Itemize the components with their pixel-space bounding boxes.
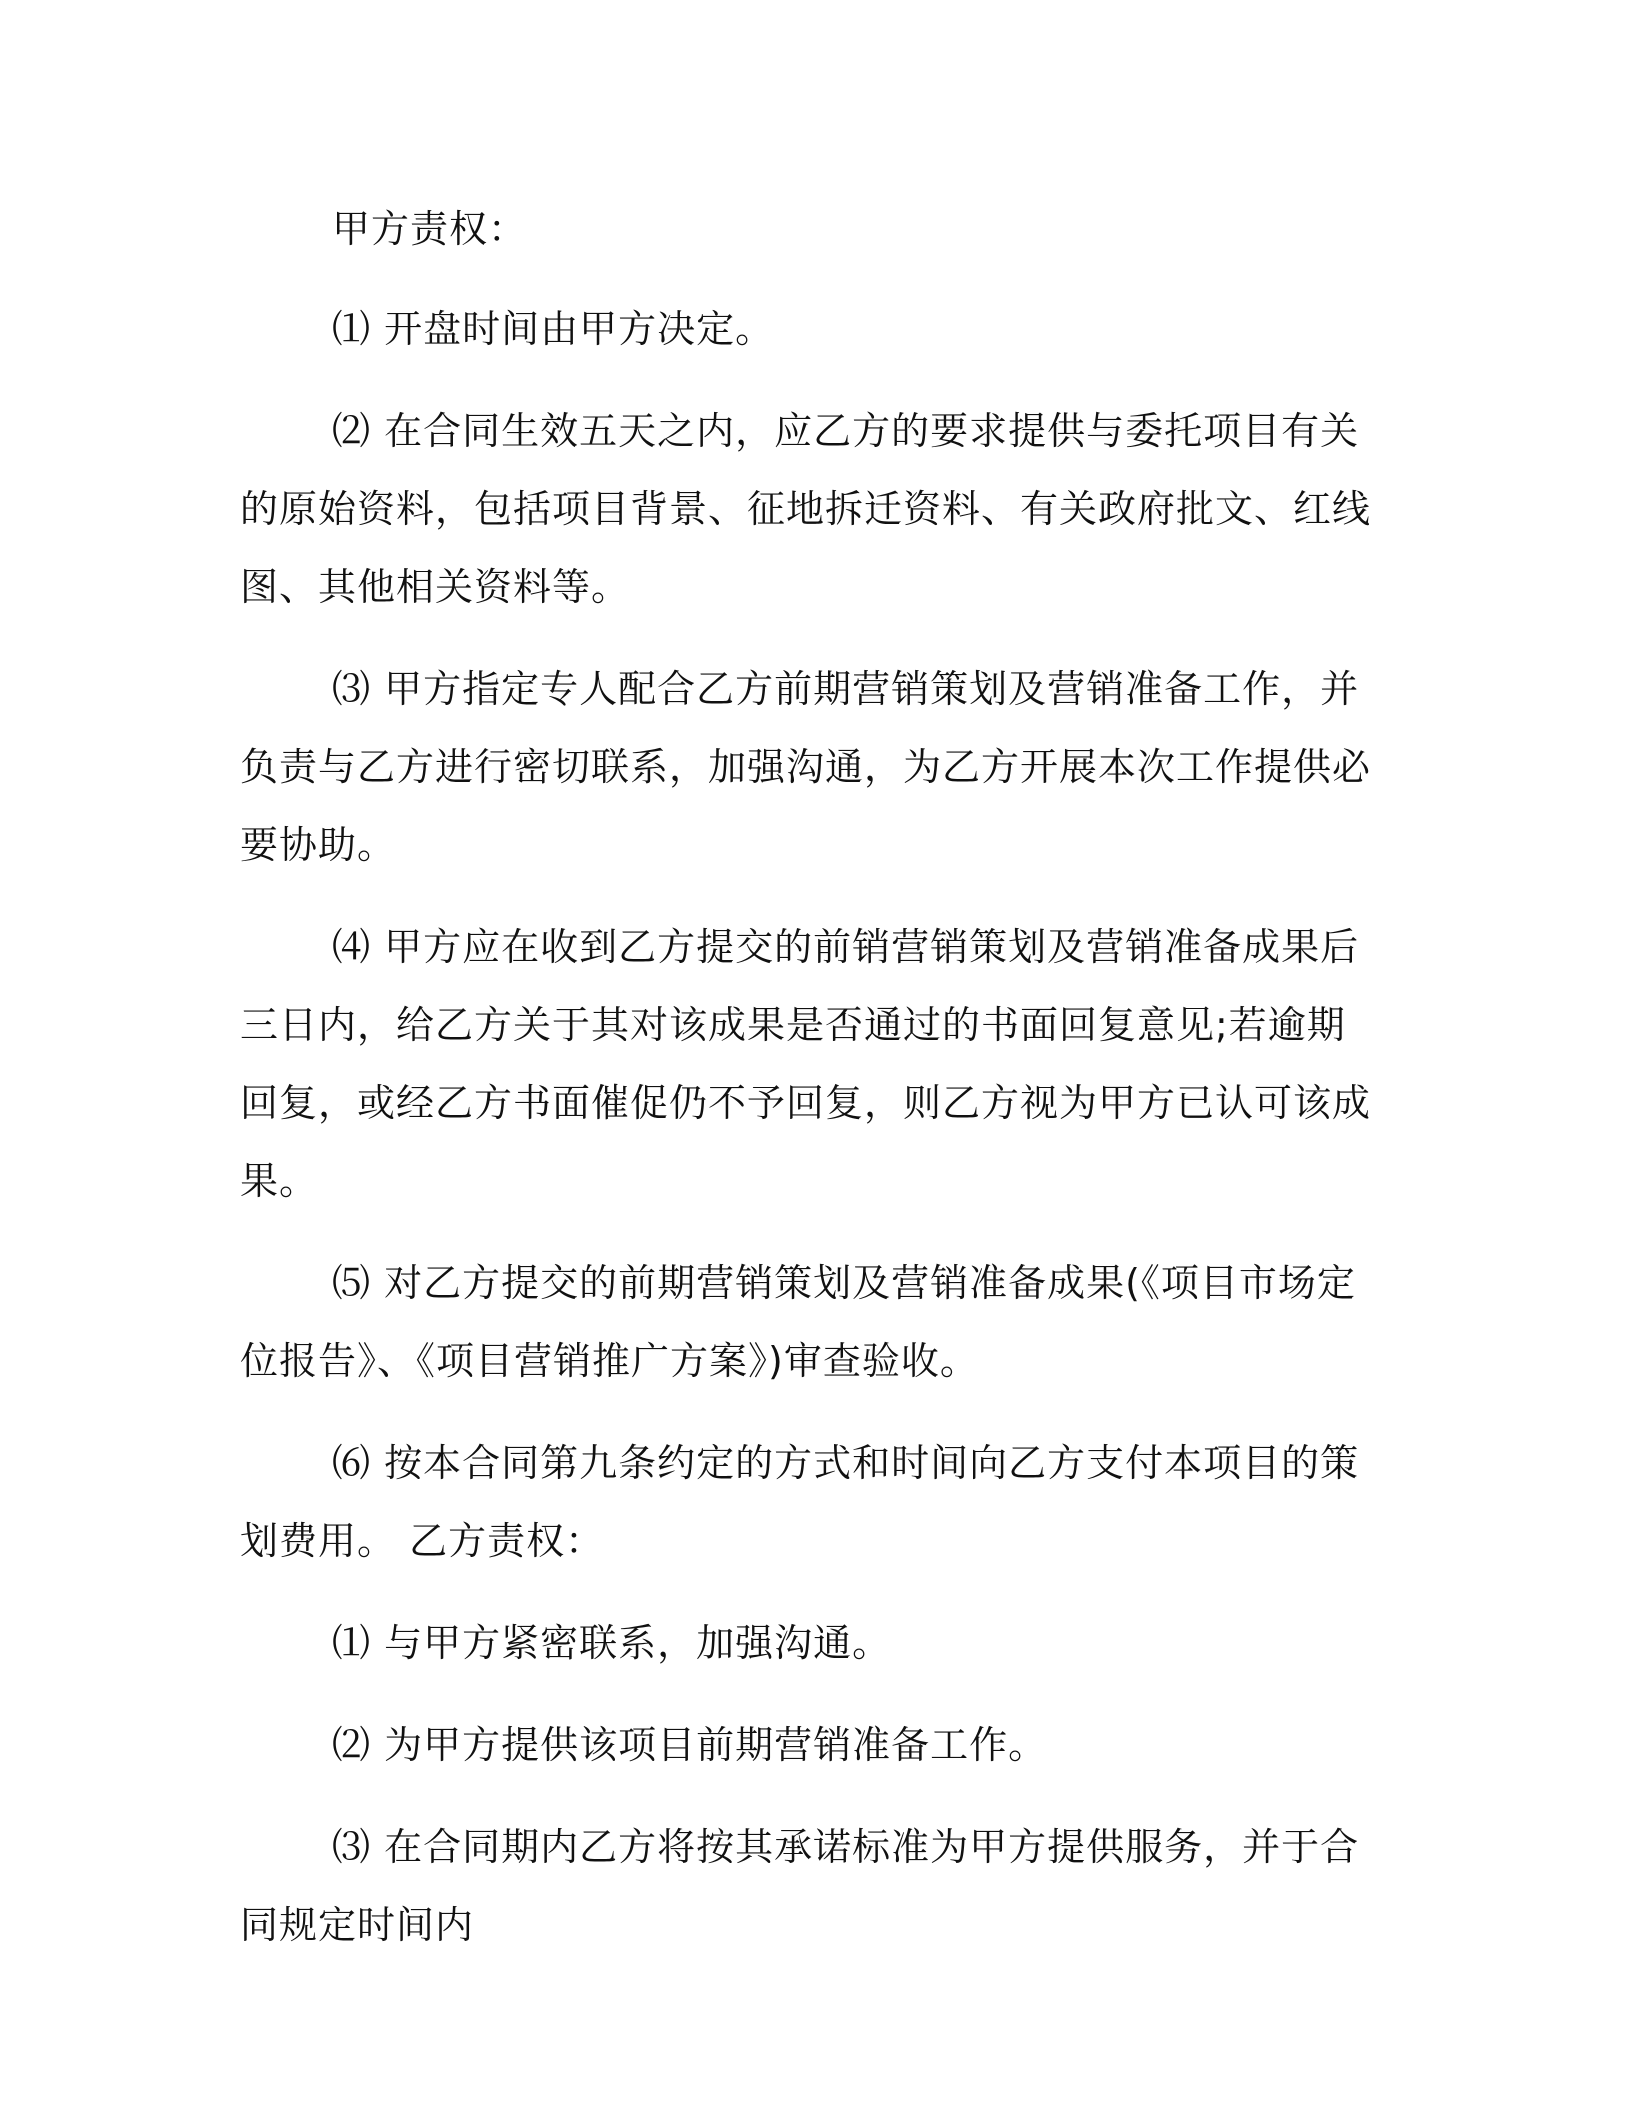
clause-a-2: ⑵ 在合同生效五天之内，应乙方的要求提供与委托项目有关的原始资料，包括项目背景、征地拆迁资料、有关政府批文、红线图、其他相关资料等。 xyxy=(240,409,1372,609)
clause-a-1: ⑴ 开盘时间由甲方决定。 xyxy=(332,307,775,351)
clause-b-1: ⑴ 与甲方紧密联系，加强沟通。 xyxy=(332,1621,892,1665)
clause-b-2: ⑵ 为甲方提供该项目前期营销准备工作。 xyxy=(332,1723,1048,1767)
clause-a-5: ⑸ 对乙方提交的前期营销策划及营销准备成果(《项目市场定位报告》、《项目营销推广方案》)审查验收。 xyxy=(240,1261,1356,1383)
clause-a-4: ⑷ 甲方应在收到乙方提交的前销营销策划及营销准备成果后三日内，给乙方关于其对该成果是否通过的书面回复意见;若逾期回复，或经乙方书面催促仍不予回复，则乙方视为甲方已认可该成果。 xyxy=(240,925,1372,1203)
section-heading-party-a: 甲方责权： xyxy=(332,207,528,251)
document-body xyxy=(240,190,1380,1988)
clause-b-3: ⑶ 在合同期内乙方将按其承诺标准为甲方提供服务，并于合同规定时间内 xyxy=(240,1825,1360,1947)
clause-a-6: ⑹ 按本合同第九条约定的方式和时间向乙方支付本项目的策划费用。 乙方责权： xyxy=(240,1441,1360,1563)
clause-a-3: ⑶ 甲方指定专人配合乙方前期营销策划及营销准备工作，并负责与乙方进行密切联系，加强沟通，为乙方开展本次工作提供必要协助。 xyxy=(240,667,1372,867)
